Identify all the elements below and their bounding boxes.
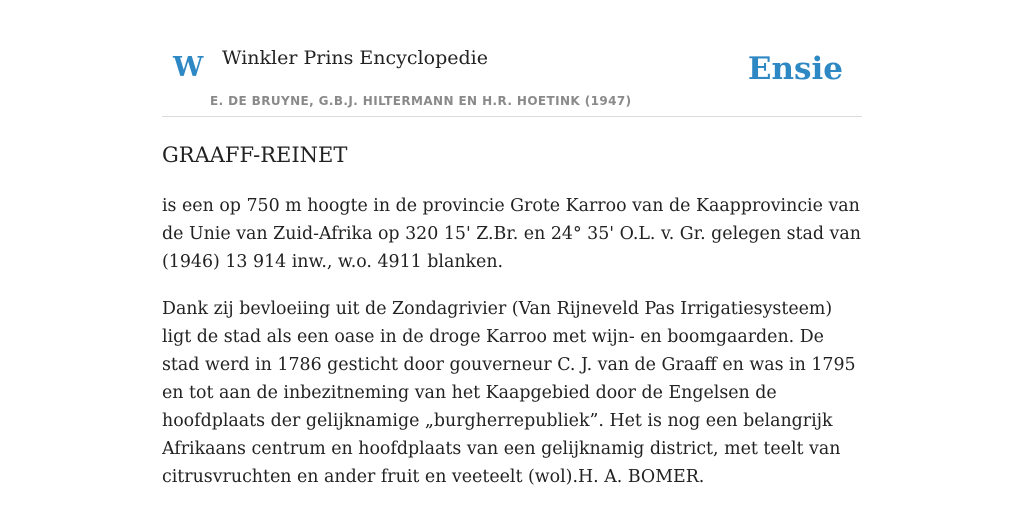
entry-paragraph-1: is een op 750 m hoogte in de provincie Grote Karroo van de Kaapprovincie van de Unie van Zuid-Afrika op 320 15' Z.Br. en 24° 35' O.L. v. Gr. gelegen stad van (1946) 13 914 inw., w.o. 4911 blanken. xyxy=(162,196,861,272)
header xyxy=(162,0,862,117)
encyclopedia-title[interactable]: Winkler Prins Encyclopedie xyxy=(222,47,488,69)
page xyxy=(162,0,862,512)
ensie-logo-link[interactable]: Ensie xyxy=(747,51,843,87)
entry-paragraph-2: Dank zij bevloeiing uit de Zondagrivier (Van Rijneveld Pas Irrigatiesysteem) ligt de stad als een oase in de droge Karroo met wijn- en boomgaarden. De stad werd in 1786 gesticht door gouverneur C. J. van de Graaff en was in 1795 en tot aan de inbezitneming van het Kaapgebied door de Engelsen de hoofdplaats der gelijknamige „burgherrepubliek”. Het is nog een belangrijk Afrikaans centrum en hoofdplaats van een gelijknamig district, met teelt van citrusvruchten en ander fruit en veeteelt (wol).H. A. BOMER. xyxy=(162,299,856,487)
encyclopedia-logo[interactable]: W xyxy=(173,52,204,83)
encyclopedia-authors: E. DE BRUYNE, G.B.J. HILTERMANN EN H.R. HOETINK (1947) xyxy=(210,94,632,108)
entry-title: GRAAFF-REINET xyxy=(162,143,348,167)
